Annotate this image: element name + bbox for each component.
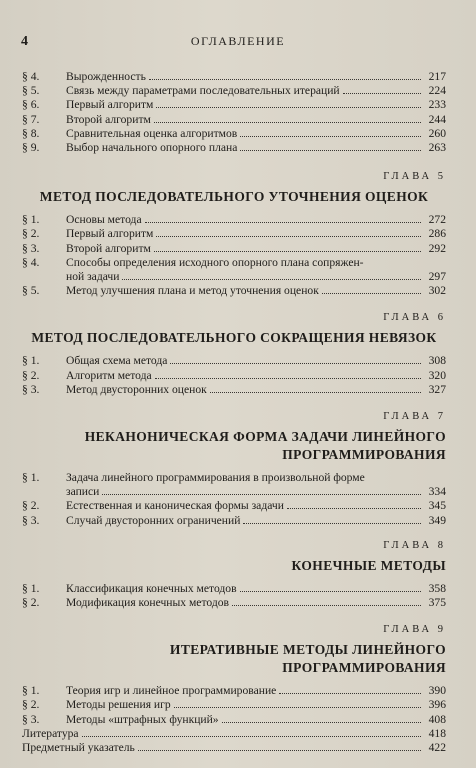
dot-leader: [232, 605, 421, 606]
toc-entry-literature[interactable]: [22, 727, 446, 741]
section-number: § 2.: [22, 368, 40, 382]
page-ref: 390: [428, 684, 446, 698]
entry-title: Методы «штрафных функций»: [66, 712, 219, 726]
dot-leader: [149, 79, 421, 80]
page-ref: 320: [428, 368, 446, 382]
chapter-title-line: ИТЕРАТИВНЫЕ МЕТОДЫ ЛИНЕЙНОГО: [169, 642, 446, 658]
toc-entry[interactable]: [22, 596, 446, 610]
page-ref: 272: [428, 213, 446, 227]
dot-leader: [156, 107, 421, 108]
page-ref: 418: [428, 726, 446, 740]
chapter-title-line: ПРОГРАММИРОВАНИЯ: [282, 660, 446, 676]
entry-title: Общая схема метода: [66, 354, 168, 368]
entry-title: Выбор начального опорного плана: [66, 141, 238, 155]
dot-leader: [155, 378, 421, 379]
chapter-9: [22, 624, 446, 755]
section-number: § 7.: [22, 112, 40, 126]
toc-entry[interactable]: [22, 141, 446, 155]
toc-entry[interactable]: [22, 499, 446, 513]
entry-title: Метод двусторонних оценок: [66, 382, 207, 396]
entry-title: Второй алгоритм: [66, 112, 151, 126]
toc-entry[interactable]: [22, 70, 446, 84]
section-number: § 8.: [22, 126, 40, 140]
entry-title: Задача линейного программирования в произвольной форме: [66, 471, 365, 485]
section-number: § 2.: [22, 698, 40, 712]
dot-leader: [322, 293, 421, 294]
section-number: § 3.: [22, 513, 40, 527]
page-ref: 286: [428, 227, 446, 241]
dot-leader: [243, 523, 421, 524]
dot-leader: [287, 508, 421, 509]
toc-entry[interactable]: [22, 383, 446, 397]
chapter-7: [22, 411, 446, 528]
dot-leader: [222, 722, 421, 723]
entry-title: Способы определения исходного опорного плана сопряжен-: [66, 255, 364, 269]
page-ref: 349: [428, 513, 446, 527]
page-ref: 217: [428, 70, 446, 83]
top-entries: [22, 70, 446, 155]
page-ref: 224: [428, 84, 446, 98]
toc-entry[interactable]: [22, 98, 446, 112]
toc-entry[interactable]: [22, 213, 446, 227]
page-ref: 327: [428, 382, 446, 396]
dot-leader: [210, 392, 421, 393]
chapter-label: ГЛАВА 8: [383, 539, 446, 551]
chapter-title[interactable]: МЕТОД ПОСЛЕДОВАТЕЛЬНОГО СОКРАЩЕНИЯ НЕВЯЗОК: [31, 330, 437, 346]
running-head: ОГЛАВЛЕНИЕ: [190, 34, 286, 48]
section-number: § 2.: [22, 227, 40, 241]
toc-entry[interactable]: [22, 698, 446, 712]
toc-entry[interactable]: [22, 684, 446, 698]
page-ref: 297: [428, 270, 446, 284]
entry-title: Основы метода: [66, 213, 142, 227]
page-ref: 396: [428, 698, 446, 712]
page-ref: 302: [428, 284, 446, 298]
section-number: § 6.: [22, 98, 40, 112]
entry-title: Первый алгоритм: [66, 98, 154, 112]
chapter-label: ГЛАВА 5: [383, 171, 446, 183]
page-ref: 292: [428, 241, 446, 255]
section-number: § 1.: [22, 471, 40, 485]
section-number: § 4.: [22, 70, 40, 83]
toc-entry[interactable]: [22, 242, 446, 256]
page-ref: 358: [428, 581, 446, 595]
entry-title: Сравнительная оценка алгоритмов: [66, 126, 238, 140]
section-number: § 1.: [22, 684, 40, 698]
dot-leader: [174, 707, 421, 708]
dot-leader: [122, 279, 421, 280]
page-ref: 345: [428, 499, 446, 513]
dot-leader: [145, 222, 421, 223]
section-number: § 5.: [22, 284, 40, 298]
dot-leader: [156, 236, 421, 237]
toc-entry[interactable]: [22, 284, 446, 298]
page-ref: 244: [428, 112, 446, 126]
page-ref: 422: [428, 741, 446, 755]
chapter-label: ГЛАВА 7: [383, 411, 446, 423]
toc-entry[interactable]: [22, 227, 446, 241]
section-number: § 5.: [22, 84, 40, 98]
chapter-5: [22, 171, 446, 298]
toc-entry[interactable]: [22, 354, 446, 368]
dot-leader: [138, 750, 421, 751]
entry-title: Методы решения игр: [66, 698, 171, 712]
section-number: § 4.: [22, 255, 40, 269]
entry-title: Предметный указатель: [22, 741, 135, 755]
entry-title: Теория игр и линейное программирование: [66, 684, 277, 698]
entry-title: Вырожденность: [66, 70, 146, 83]
page-ref: 308: [428, 354, 446, 368]
toc-entry[interactable]: [22, 582, 446, 596]
entry-title: Метод улучшения плана и метод уточнения оценок: [66, 284, 319, 298]
page-ref: 233: [428, 98, 446, 112]
entry-title: Случай двусторонних ограничений: [66, 513, 241, 527]
chapter-label: ГЛАВА 6: [383, 312, 446, 324]
dot-leader: [279, 693, 421, 694]
entry-title: Модификация конечных методов: [66, 596, 229, 610]
toc-entry[interactable]: [22, 113, 446, 127]
entry-title: Естественная и каноническая формы задачи: [66, 499, 284, 513]
chapter-title[interactable]: МЕТОД ПОСЛЕДОВАТЕЛЬНОГО УТОЧНЕНИЯ ОЦЕНОК: [39, 189, 429, 205]
toc-entry[interactable]: [22, 369, 446, 383]
entry-title-continued: записи: [66, 485, 100, 499]
dot-leader: [240, 150, 421, 151]
dot-leader: [154, 122, 421, 123]
page-ref: 334: [428, 485, 446, 499]
section-number: § 2.: [22, 596, 40, 610]
page-ref: 408: [428, 712, 446, 726]
page-ref: 263: [428, 141, 446, 155]
section-number: § 3.: [22, 712, 40, 726]
table-of-contents: [22, 70, 446, 755]
section-number: § 2.: [22, 499, 40, 513]
entry-title: Литература: [22, 726, 79, 740]
section-number: § 9.: [22, 141, 40, 155]
page-ref: 260: [428, 126, 446, 140]
section-number: § 1.: [22, 581, 40, 595]
page-ref: 375: [428, 596, 446, 610]
toc-entry[interactable]: [22, 713, 446, 727]
chapter-title[interactable]: КОНЕЧНЫЕ МЕТОДЫ: [291, 557, 446, 573]
chapter-title[interactable]: [22, 428, 446, 464]
page-number: 4: [21, 34, 28, 49]
toc-entry-subject-index[interactable]: [22, 741, 446, 755]
section-number: § 1.: [22, 354, 40, 368]
toc-entry[interactable]: [22, 256, 446, 284]
dot-leader: [240, 136, 421, 137]
toc-entry[interactable]: [22, 471, 446, 499]
chapter-title-line: НЕКАНОНИЧЕСКАЯ ФОРМА ЗАДАЧИ ЛИНЕЙНОГО: [84, 429, 446, 445]
section-number: § 1.: [22, 213, 40, 227]
dot-leader: [343, 93, 421, 94]
chapter-title[interactable]: [22, 641, 446, 677]
toc-entry[interactable]: [22, 84, 446, 98]
dot-leader: [170, 363, 421, 364]
dot-leader: [102, 494, 421, 495]
dot-leader: [240, 591, 421, 592]
toc-entry[interactable]: [22, 514, 446, 528]
toc-entry[interactable]: [22, 127, 446, 141]
chapter-label: ГЛАВА 9: [383, 624, 446, 636]
entry-title-continued: ной задачи: [66, 270, 120, 284]
entry-title: Первый алгоритм: [66, 227, 154, 241]
chapter-title-line: ПРОГРАММИРОВАНИЯ: [282, 447, 446, 463]
entry-title: Связь между параметрами последовательных итераций: [66, 84, 340, 98]
entry-title: Классификация конечных методов: [66, 581, 237, 595]
dot-leader: [154, 251, 421, 252]
chapter-8: [22, 540, 446, 610]
entry-title: Второй алгоритм: [66, 241, 151, 255]
chapter-6: [22, 312, 446, 397]
section-number: § 3.: [22, 382, 40, 396]
section-number: § 3.: [22, 241, 40, 255]
entry-title: Алгоритм метода: [66, 368, 152, 382]
dot-leader: [82, 736, 421, 737]
